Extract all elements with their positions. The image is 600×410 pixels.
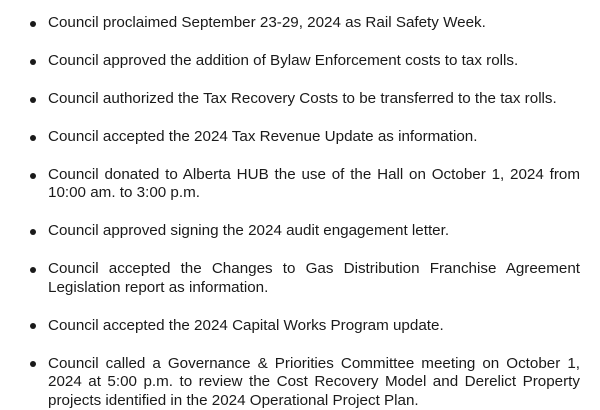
list-item-text: Council accepted the 2024 Tax Revenue Update as information. — [48, 128, 478, 145]
list-item — [28, 166, 580, 203]
list-item-text: Council called a Governance & Priorities Committee meeting on October 1, 2024 at 5:00 p.m. to review the Cost Recovery Model and Derelict Property projects identified in the 2024 Operational Project Plan. — [48, 354, 580, 409]
bullet-icon — [30, 135, 36, 141]
list-item-text: Council donated to Alberta HUB the use of the Hall on October 1, 2024 from 10:00 am. to 3:00 p.m. — [48, 166, 580, 202]
list-item — [28, 222, 580, 240]
list-item-text: Council approved the addition of Bylaw Enforcement costs to tax rolls. — [48, 52, 519, 69]
list-item — [28, 355, 580, 410]
list-item — [28, 260, 580, 297]
list-item-text: Council authorized the Tax Recovery Costs to be transferred to the tax rolls. — [48, 90, 557, 107]
list-item — [28, 52, 580, 70]
list-item-text: Council approved signing the 2024 audit engagement letter. — [48, 222, 450, 240]
bullet-icon — [30, 21, 36, 27]
list-item — [28, 14, 580, 32]
bullet-icon — [30, 229, 36, 235]
list-item-text: Council accepted the Changes to Gas Distribution Franchise Agreement Legislation report as information. — [48, 260, 580, 296]
bullet-icon — [30, 59, 36, 65]
bullet-icon — [30, 323, 36, 329]
list-item — [28, 128, 580, 146]
bullet-icon — [30, 97, 36, 103]
list-item — [28, 317, 580, 335]
bullet-icon — [30, 173, 36, 179]
list-item-text: Council accepted the 2024 Capital Works Program update. — [48, 316, 444, 334]
council-decisions-list — [28, 14, 580, 410]
list-item — [28, 90, 580, 108]
bullet-icon — [30, 267, 36, 273]
bullet-icon — [30, 361, 36, 367]
list-item-text: Council proclaimed September 23-29, 2024 as Rail Safety Week. — [48, 14, 486, 31]
